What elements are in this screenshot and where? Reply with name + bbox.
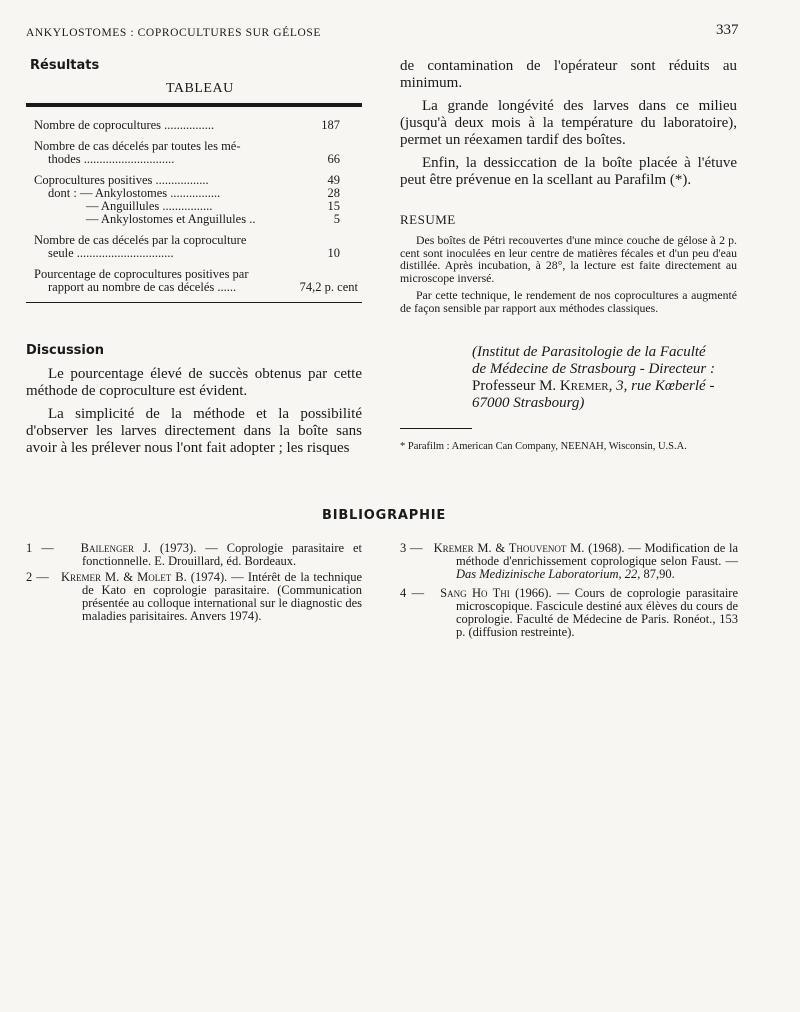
table-row: — Anguillules ................ 15 [86, 199, 340, 213]
discussion-heading: Discussion [26, 343, 105, 358]
table-row: Nombre de coprocultures ................ 187 [34, 118, 340, 132]
paragraph: Par cette technique, le rendement de nos coprocultures a augmenté de façon sensible par rapport aux méthodes classiques. [400, 288, 737, 315]
reference-item: 3 — Kremer M. & Thouvenot M. (1968). — Modification de la méthode d'enrichissement coprologique selon Faust. — Das Medizinische Laboratorium, 22, 87,90. [400, 541, 739, 581]
reference-author: Sang Ho Thi [440, 586, 510, 600]
footnote: * Parafilm : American Can Company, NEENAH, Wisconsin, U.S.A. [400, 441, 687, 452]
table-row: Coprocultures positives ................. 49 [34, 173, 340, 187]
table-row: Nombre de cas décelés par toutes les mé- thodes ............................. 66 [34, 139, 340, 166]
table-bottom-rule [26, 302, 362, 303]
reference-author: Bailenger [80, 541, 134, 555]
reference-item: 1 — Bailenger J. (1973). — Coprologie parasitaire et fonctionnelle. E. Drouillard, éd. Bordeaux. [26, 541, 363, 568]
table-row: — Ankylostomes et Anguillules .. 5 [86, 212, 340, 226]
bibliography-heading: BIBLIOGRAPHIE [322, 508, 447, 523]
results-heading: Résultats [30, 58, 100, 73]
affiliation: (Institut de Parasitologie de la Faculté de Médecine de Strasbourg - Directeur : Professeur M. Kremer, 3, rue Kœberlé - 67000 Strasbourg) [472, 344, 715, 411]
discussion-body [26, 366, 362, 457]
paragraph: Des boîtes de Pétri recouvertes d'une mince couche de gélose à 2 p. cent sont inoculées en leur centre de matières fécales et d'un peu d'eau distillée. Après incubation, à 28°, la lecture est faite directement au microscope inversé. [400, 233, 737, 285]
reference-author: Kremer [433, 541, 474, 555]
table-row: dont : — Ankylostomes ................ 28 [48, 186, 340, 200]
results-table [34, 118, 358, 294]
resume-title: RESUME [400, 212, 456, 227]
paragraph: Enfin, la dessiccation de la boîte placée à l'étuve peut être prévenue en la scellant au Parafilm (*). [400, 155, 737, 188]
right-column-body [400, 58, 737, 189]
reference-author: Molet [137, 570, 172, 584]
table-top-rule [26, 103, 362, 107]
table-row: Pourcentage de coprocultures positives par rapport au nombre de cas décelés ...... 74,2 p. cent [34, 267, 358, 294]
page-number: 337 [716, 22, 739, 38]
paragraph: La grande longévité des larves dans ce milieu (jusqu'à deux mois à la température du laboratoire), permet un réexamen tardif des boîtes. [400, 98, 737, 148]
reference-author: Thouvenot [508, 541, 567, 555]
paragraph: La simplicité de la méthode et la possibilité d'observer les larves directement dans la boîte sans avoir à les prélever nous l'ont fait adopter ; les risques [26, 406, 362, 456]
paragraph: de contamination de l'opérateur sont réduits au minimum. [400, 58, 737, 91]
reference-item: 2 — Kremer M. & Molet B. (1974). — Intérêt de la technique de Kato en coprologie parasitaire. (Communication présentée au colloque international sur le diagnostic des maladies parisitaires. Anvers 1974). [26, 570, 363, 623]
reference-item: 4 — Sang Ho Thi (1966). — Cours de coprologie parasitaire microscopique. Fascicule destiné aux élèves du cours de coprologie. Faculté de Médecine de Paris. Ronéot., 153 p. (diffusion restreinte). [400, 586, 739, 639]
reference-author: Kremer [60, 570, 101, 584]
table-title: TABLEAU [166, 81, 234, 96]
footnote-rule [400, 428, 472, 429]
running-head: ANKYLOSTOMES : COPROCULTURES SUR GÉLOSE [26, 27, 321, 39]
paragraph: Le pourcentage élevé de succès obtenus par cette méthode de coproculture est évident. [26, 366, 362, 399]
table-row: Nombre de cas décelés par la coproculture seule ............................... 10 [34, 233, 340, 260]
resume-body [400, 234, 737, 314]
